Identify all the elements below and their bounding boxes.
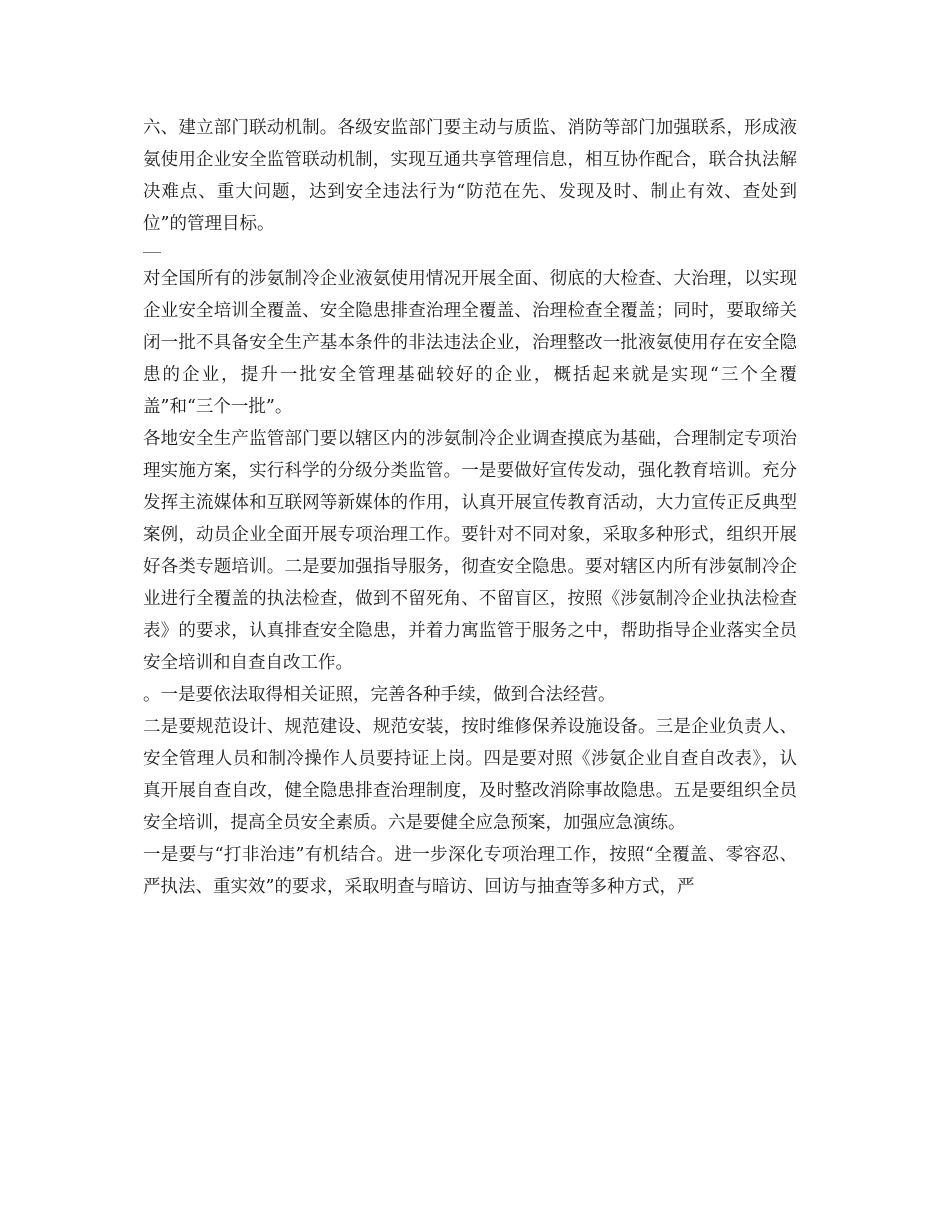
paragraph-legal-licenses: 。一是要依法取得相关证照，完善各种手续，做到合法经营。	[143, 685, 616, 705]
section-divider	[143, 252, 161, 253]
paragraph-enterprise-requirements: 二是要规范设计、规范建设、规范安装，按时维修保养设施设备。三是企业负责人、安全管理人员和制冷操作人员要持证上岗。四是要对照《涉氨企业自查自改表》，认真开展自查自改，健全隐患排查治理制度，及时整改消除事故隐患。五是要组织全员安全培训，提高全员安全素质。六是要健全应急预案，加强应急演练。	[143, 717, 797, 833]
document-page	[143, 112, 797, 903]
paragraph-overall-goal: 对全国所有的涉氨制冷企业液氨使用情况开展全面、彻底的大检查、大治理，以实现企业安全培训全覆盖、安全隐患排查治理全覆盖、治理检查全覆盖；同时，要取缔关闭一批不具备安全生产基本条件的非法违法企业，治理整改一批液氨使用存在安全隐患的企业，提升一批安全管理基础较好的企业，概括起来就是实现“三个全覆盖”和“三个一批”。	[143, 269, 797, 417]
paragraph-crackdown: 一是要与“打非治违”有机结合。进一步深化专项治理工作，按照“全覆盖、零容忍、严执法、重实效”的要求，采取明查与暗访、回访与抽查等多种方式，严	[143, 845, 797, 897]
paragraph-supervision-departments: 各地安全生产监管部门要以辖区内的涉氨制冷企业调查摸底为基础，合理制定专项治理实施方案，实行科学的分级分类监管。一是要做好宣传发动，强化教育培训。充分发挥主流媒体和互联网等新媒体的作用，认真开展宣传教育活动，大力宣传正反典型案例，动员企业全面开展专项治理工作。要针对不同对象，采取多种形式，组织开展好各类专题培训。二是要加强指导服务，彻查安全隐患。要对辖区内所有涉氨制冷企业进行全覆盖的执法检查，做到不留死角、不留盲区，按照《涉氨制冷企业执法检查表》的要求，认真排查安全隐患，并着力寓监管于服务之中，帮助指导企业落实全员安全培训和自查自改工作。	[143, 429, 797, 673]
paragraph-linkage-mechanism: 六、建立部门联动机制。各级安监部门要主动与质监、消防等部门加强联系，形成液氨使用企业安全监管联动机制，实现互通共享管理信息，相互协作配合，联合执法解决难点、重大问题，达到安全违法行为“防范在先、发现及时、制止有效、查处到位”的管理目标。	[143, 118, 797, 234]
